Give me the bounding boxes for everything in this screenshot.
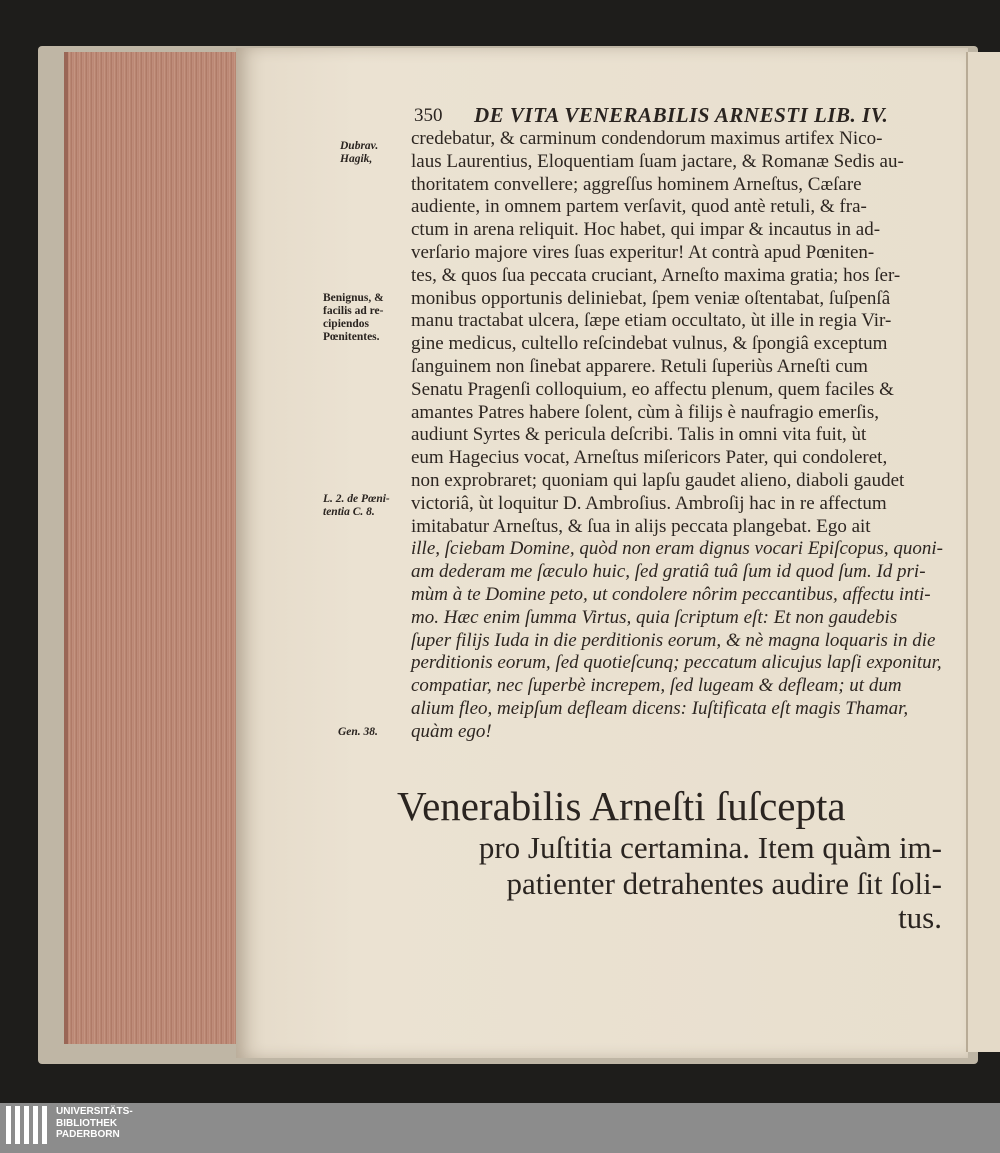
library-name-line: UNIVERSITÄTS-	[56, 1106, 133, 1117]
chapter-heading-line: pro Juſtitia certamina. Item quàm im-	[478, 830, 942, 865]
chapter-heading	[397, 782, 942, 934]
text-line: ſanguinem non ſinebat apparere. Retuli ſuperiùs Arneſti cum	[411, 355, 868, 377]
text-line: thoritatem convellere; aggreſſus hominem Arneſtus, Cæſare	[411, 173, 862, 195]
text-line: audiente, in omnem partem verſavit, quod antè retuli, & fra-	[411, 196, 867, 218]
margin-note-line: Gen. 38.	[338, 726, 378, 738]
margin-note-line: Benignus, &	[323, 292, 384, 304]
text-line: imitabatur Arneſtus, & ſua in alijs peccata plangebat. Ego ait	[411, 515, 871, 537]
chapter-heading-line: Venerabilis Arneſti ſuſcepta	[397, 783, 846, 829]
page-edges	[64, 52, 243, 1044]
text-line: amantes Patres habere ſolent, cùm à filijs è naufragio emerſis,	[411, 401, 879, 423]
margin-note-line: Pœnitentes.	[323, 331, 380, 343]
text-line: laus Laurentius, Eloquentiam ſuam jactare, & Romanæ Sedis au-	[411, 150, 904, 172]
margin-note-benignus	[323, 292, 384, 344]
text-line: mo. Hæc enim ſumma Virtus, quia ſcriptum eſt: Et non gaudebis	[411, 606, 898, 628]
facing-page-edge	[966, 52, 1000, 1052]
margin-note-line: cipiendos	[323, 318, 370, 330]
margin-note-source	[340, 140, 378, 166]
library-name[interactable]	[56, 1106, 133, 1141]
text-line: quàm ego!	[411, 720, 492, 742]
text-line: credebatur, & carminum condendorum maximus artifex Nico-	[411, 128, 883, 149]
text-line: Senatu Pragenſi colloquium, eo affectu plenum, quem faciles &	[411, 378, 894, 400]
text-line: tes, & quos ſua peccata cruciant, Arneſto maxima gratia; hos ſer-	[411, 264, 901, 286]
text-line: audiunt Syrtes & pericula deſcribi. Talis in omni vita fuit, ùt	[411, 424, 867, 446]
text-line: mùm à te Domine peto, ut condolere nôrim peccantibus, affectu inti-	[411, 583, 931, 605]
text-line: manu tractabat ulcera, ſæpe etiam occultato, ùt ille in regia Vir-	[411, 310, 892, 332]
text-line: verſario majore vires ſuas experitur! At contrà apud Pœniten-	[411, 241, 875, 263]
margin-note-line: facilis ad re-	[323, 305, 384, 317]
text-line: ctum in arena reliquit. Hoc habet, qui impar & incautus in ad-	[411, 219, 881, 241]
margin-note-line: L. 2. de Pœni-	[323, 493, 390, 505]
text-line: ille, ſciebam Domine, quòd non eram dignus vocari Epiſcopus, quoni-	[411, 538, 943, 560]
header-title: DE VITA VENERABILIS ARNESTI LIB. IV.	[474, 103, 889, 127]
chapter-heading-line: patienter detrahentes audire ſit ſoli-	[506, 866, 942, 901]
page-number: 350	[414, 105, 443, 126]
margin-note-ambrosius	[323, 493, 390, 519]
text-line: ſuper filijs Iuda in die perditionis eorum, & nè magna loquaris in die	[411, 629, 936, 651]
text-line: am dederam me ſæculo huic, ſed gratiâ tuâ ſum id quod ſum. Id pri-	[411, 561, 926, 583]
margin-note-line: Dubrav.	[340, 140, 379, 152]
chapter-heading-line: tus.	[898, 900, 942, 935]
library-name-line: PADERBORN	[56, 1129, 120, 1140]
margin-note-line: Hagik,	[340, 153, 373, 165]
library-logo-icon	[6, 1106, 50, 1144]
text-line: alium fleo, meipſum defleam dicens: Iuſtificata eſt magis Thamar,	[411, 697, 909, 719]
body-text	[411, 128, 959, 744]
text-line: gine medicus, cultello reſcindebat vulnus, & ſpongiâ exceptum	[411, 333, 888, 355]
library-name-line: BIBLIOTHEK	[56, 1117, 118, 1129]
text-line: victoriâ, ùt loquitur D. Ambroſius. Ambroſij hac in re affectum	[411, 492, 887, 514]
margin-note-genesis	[338, 726, 378, 739]
text-line: monibus opportunis deliniebat, ſpem veniæ oſtentabat, ſuſpenſâ	[411, 287, 891, 309]
text-line: perditionis eorum, ſed quotieſcunq; peccatum alicujus lapſi exponitur,	[411, 652, 942, 674]
footer-bar	[0, 1103, 1000, 1153]
text-line: non exprobraret; quoniam qui lapſu gaudet alieno, diaboli gaudet	[411, 469, 905, 491]
text-line: eum Hagecius vocat, Arneſtus miſericors Pater, qui condoleret,	[411, 447, 888, 469]
margin-note-line: tentia C. 8.	[323, 506, 375, 518]
text-line: compatiar, nec ſuperbè increpem, ſed lugeam & defleam; ut dum	[411, 675, 902, 697]
